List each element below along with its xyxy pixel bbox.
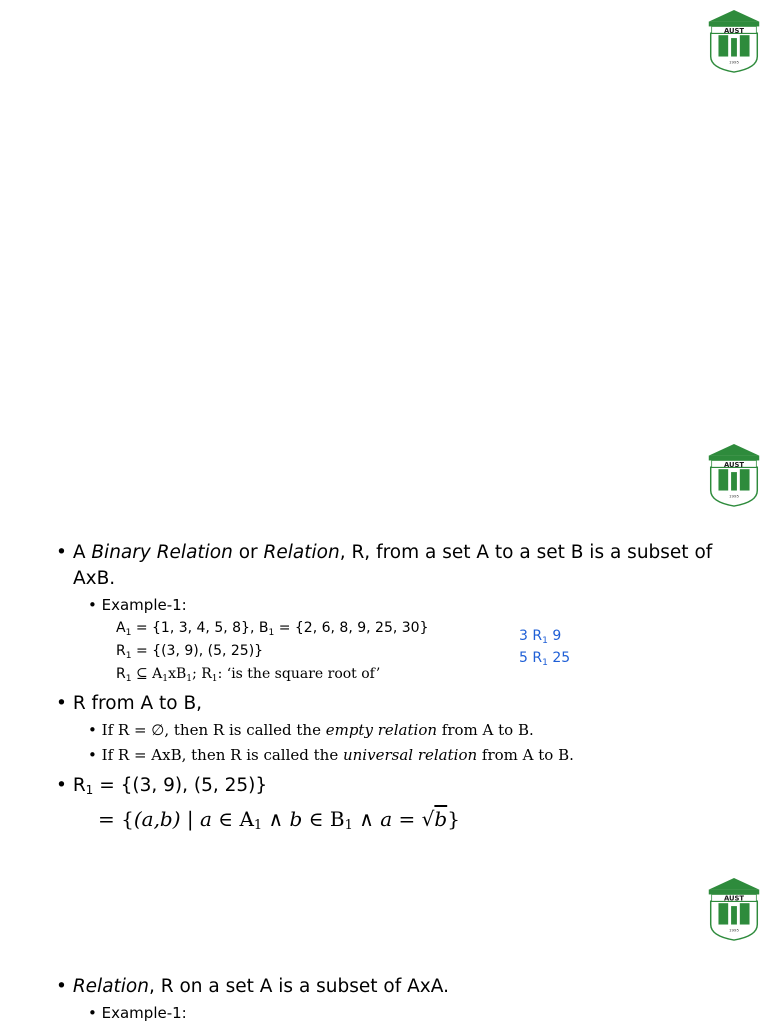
example-label: • Example-1: <box>88 1004 187 1022</box>
universal-relation-item: • If R = AxB, then R is called the universal relation from A to B. <box>88 746 574 764</box>
bullet-relation-on-set: • Relation, R on a set A is a subset of AxA. <box>56 976 449 997</box>
set-builder-expression: = {(a,b) | a ∈ $A_1$ ∧ b ∈ $B_1$ ∧ a = √b} <box>98 807 460 833</box>
empty-relation-item: • If R = ∅, then R is called the empty relation from A to B. <box>88 721 534 739</box>
example-line-subset: $R_1$ ⊆ $A_1xB_1$; $R_1$: ‘is the square root of’ <box>116 666 381 684</box>
bullet-r1-definition: • $R_1 = \{(3$, 9), (5, 25)} <box>56 775 268 797</box>
example-line-relation: $R_1 = \{(3$, 9), (5, 25)} <box>116 643 264 661</box>
aust-logo-icon <box>706 8 762 74</box>
side-note-1: 3 $R_1$ 9 <box>519 628 562 646</box>
aust-logo-icon <box>706 876 762 942</box>
slide-3 <box>0 872 768 1024</box>
slide-1 <box>0 0 768 430</box>
slide-2 <box>0 438 768 868</box>
bullet-binary-relation: • A Binary Relation or Relation, R, from a set A to a set B is a subset of <box>56 542 713 563</box>
aust-logo-icon <box>706 442 762 508</box>
example-label: • Example-1: <box>88 596 187 614</box>
side-note-2: 5 $R_1$ 25 <box>519 650 571 668</box>
bullet-r-from-a-to-b: • R from A to B, <box>56 693 203 714</box>
example-line-sets: $A_1 = \{1$, 3, 4, 5, 8}, $B_1 = \{2$, 6, 8, 9, 25, 30} <box>116 620 429 638</box>
bullet-binary-relation-cont: AxB. <box>73 568 116 589</box>
